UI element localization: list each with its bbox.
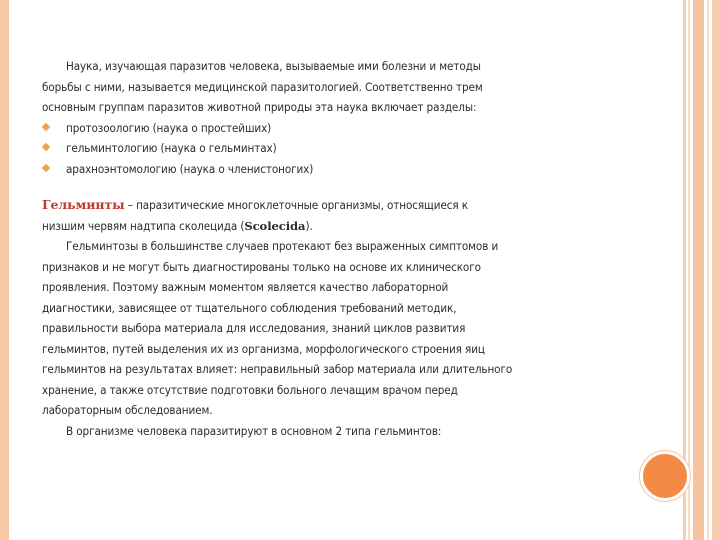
bullet-item: [42, 138, 632, 159]
bullet-item: [42, 159, 632, 180]
slide-content: [42, 56, 632, 441]
spacer: [42, 179, 632, 195]
paragraph-line: лабораторным обследованием.: [42, 403, 213, 417]
paragraph-line: гельминтов, путей выделения их из организма, морфологического строения яиц: [42, 341, 485, 356]
paragraph-line: проявления. Поэтому важным моментом является качество лабораторной: [42, 280, 449, 294]
bullet-item: [42, 118, 632, 139]
paragraph-line: Гельминтозы в большинстве случаев протекают без выраженных симптомов и: [66, 239, 499, 253]
diamond-bullet-icon: [42, 122, 50, 130]
latin-term: Scolecida: [244, 218, 306, 233]
left-border: [0, 0, 9, 540]
definition-term: Гельминты: [42, 197, 125, 212]
definition-line: [42, 216, 632, 237]
paragraph-line: правильности выбора материала для исследования, знаний циклов развития: [42, 321, 466, 335]
intro-line: борьбы с ними, называется медицинской паразитологией. Соответственно трем: [42, 79, 483, 94]
closing-line: В организме человека паразитируют в основном 2 типа гельминтов:: [66, 423, 442, 438]
right-decorative-stripes: [683, 0, 720, 540]
definition-line: [42, 195, 632, 216]
paragraph-line: признаков и не могут быть диагностированы только на основе их клинического: [42, 259, 481, 274]
definition-text: ).: [305, 218, 313, 233]
paragraph-line: диагностики, зависящее от тщательного соблюдения требований методик,: [42, 300, 457, 315]
bullet-text: протозоологию (наука о простейших): [66, 120, 272, 135]
paragraph-line: гельминтов на результатах влияет: неправильный забор материала или длительного: [42, 362, 513, 376]
paragraph-line: хранение, а также отсутствие подготовки больного лечащим врачом перед: [42, 382, 458, 397]
bullet-text: гельминтологию (наука о гельминтах): [66, 141, 277, 155]
decorative-circle: [640, 451, 690, 501]
diamond-bullet-icon: [42, 143, 50, 151]
definition-text: низшим червям надтипа сколецида (: [42, 218, 245, 233]
bullet-text: арахноэнтомологию (наука о членистоногих): [66, 161, 314, 176]
intro-line: основным группам паразитов животной природы эта наука включает разделы:: [42, 100, 477, 114]
intro-line: Наука, изучающая паразитов человека, вызываемые ими болезни и методы: [66, 59, 481, 73]
definition-text: – паразитические многоклеточные организмы, относящиеся к: [124, 198, 468, 212]
diamond-bullet-icon: [42, 163, 50, 171]
